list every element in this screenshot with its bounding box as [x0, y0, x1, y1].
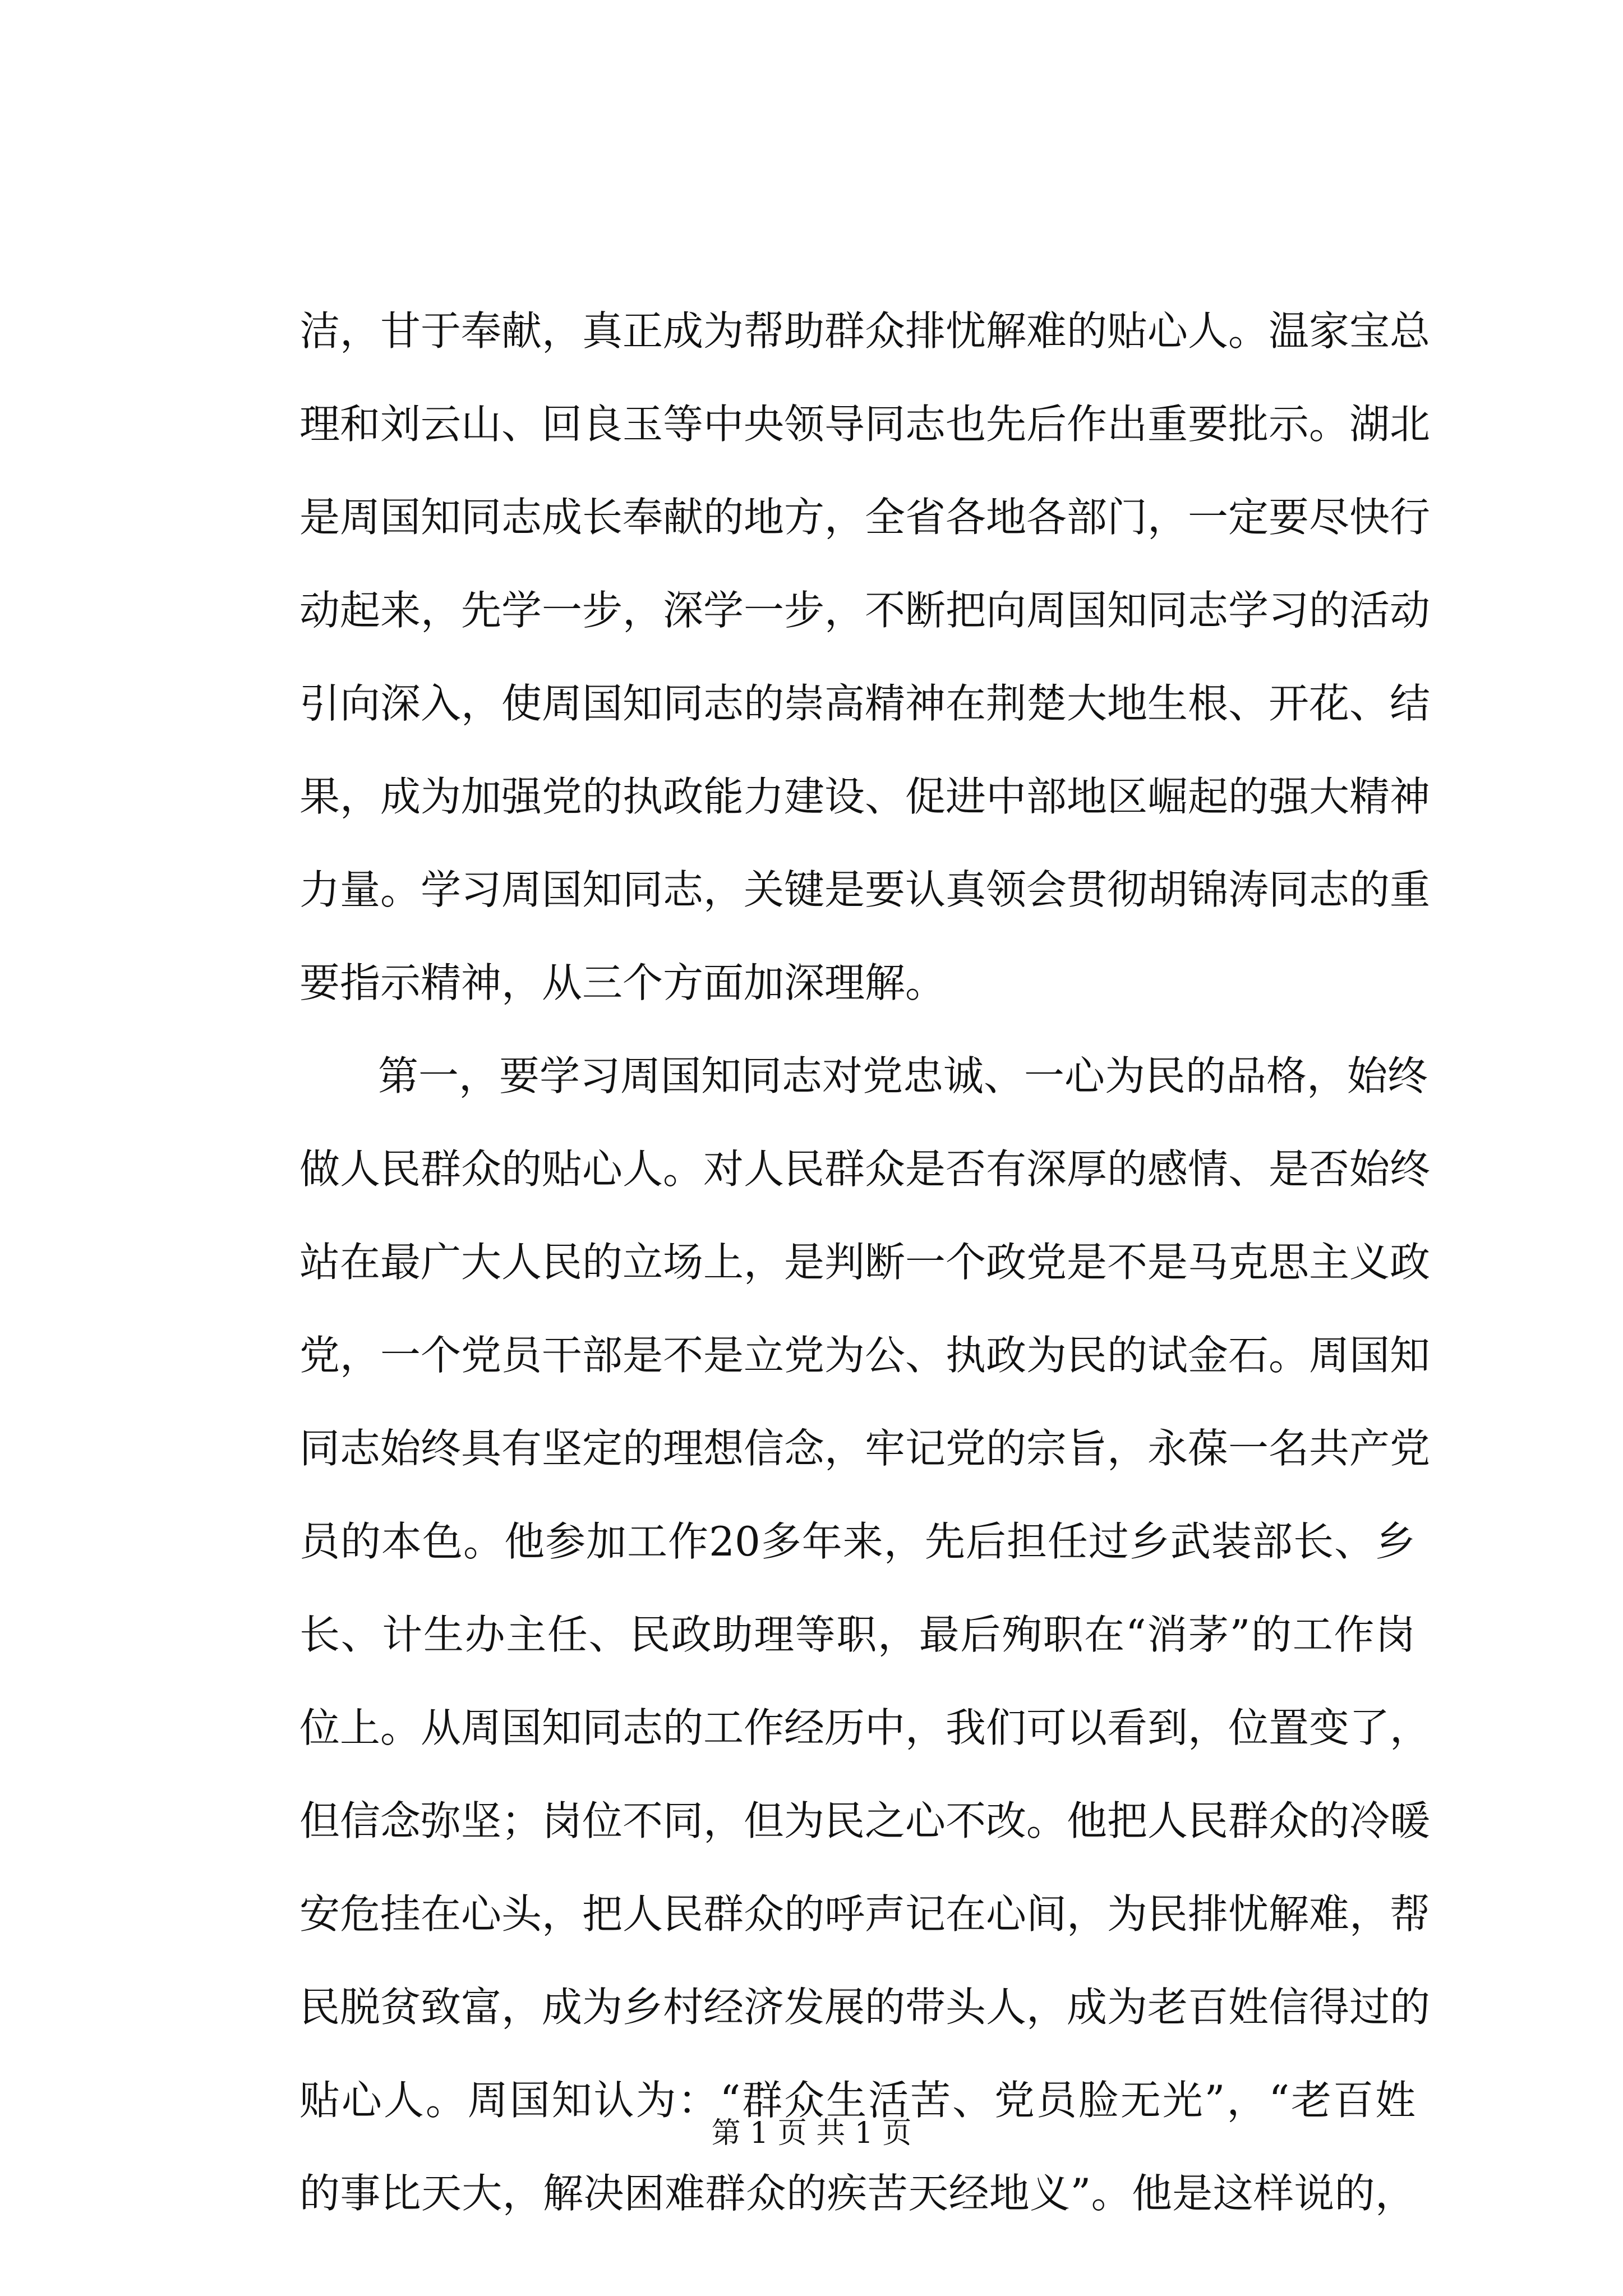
text-line: 果，成为加强党的执政能力建设、促进中部地区崛起的强大精神	[299, 773, 1431, 820]
text-line: 洁，甘于奉献，真正成为帮助群众排忧解难的贴心人。温家宝总	[299, 307, 1431, 355]
text-line: 长、计生办主任、民政助理等职，最后殉职在“消茅”的工作岗	[299, 1611, 1415, 1658]
text-line: 是周国知同志成长奉献的地方，全省各地各部门，一定要尽快行	[299, 494, 1431, 541]
text-line: 贴心人。周国知认为：“群众生活苦、党员脸无光”，“老百姓	[299, 2077, 1415, 2124]
text-line: 动起来，先学一步，深学一步，不断把向周国知同志学习的活动	[299, 587, 1431, 634]
text-line: 引向深入，使周国知同志的崇高精神在荆楚大地生根、开花、结	[299, 680, 1431, 727]
text-line: 站在最广大人民的立场上，是判断一个政党是不是马克思主义政	[299, 1239, 1431, 1286]
text-line: 力量。学习周国知同志，关键是要认真领会贯彻胡锦涛同志的重	[299, 866, 1431, 913]
text-line: 理和刘云山、回良玉等中央领导同志也先后作出重要批示。湖北	[299, 401, 1431, 448]
text-line: 党，一个党员干部是不是立党为公、执政为民的试金石。周国知	[299, 1332, 1431, 1379]
text-line: 民脱贫致富，成为乡村经济发展的带头人，成为老百姓信得过的	[299, 1984, 1431, 2031]
text-line: 要指示精神，从三个方面加深理解。	[299, 959, 946, 1006]
text-line: 的事比天大，解决困难群众的疾苦天经地义”。他是这样说的，	[299, 2170, 1415, 2217]
paragraph-first-line: 第一，要学习周国知同志对党忠诚、一心为民的品格，始终	[378, 1052, 1428, 1099]
text-line: 做人民群众的贴心人。对人民群众是否有深厚的感情、是否始终	[299, 1145, 1431, 1193]
text-line: 但信念弥坚；岗位不同，但为民之心不改。他把人民群众的冷暖	[299, 1797, 1431, 1844]
text-line: 位上。从周国知同志的工作经历中，我们可以看到，位置变了，	[299, 1704, 1431, 1751]
text-line: 同志始终具有坚定的理想信念，牢记党的宗旨，永葆一名共产党	[299, 1425, 1431, 1472]
text-line: 员的本色。他参加工作20多年来，先后担任过乡武装部长、乡	[299, 1518, 1415, 1565]
text-line: 安危挂在心头，把人民群众的呼声记在心间，为民排忧解难，帮	[299, 1890, 1431, 1938]
page-number-footer: 第 1 页 共 1 页	[711, 2116, 912, 2150]
